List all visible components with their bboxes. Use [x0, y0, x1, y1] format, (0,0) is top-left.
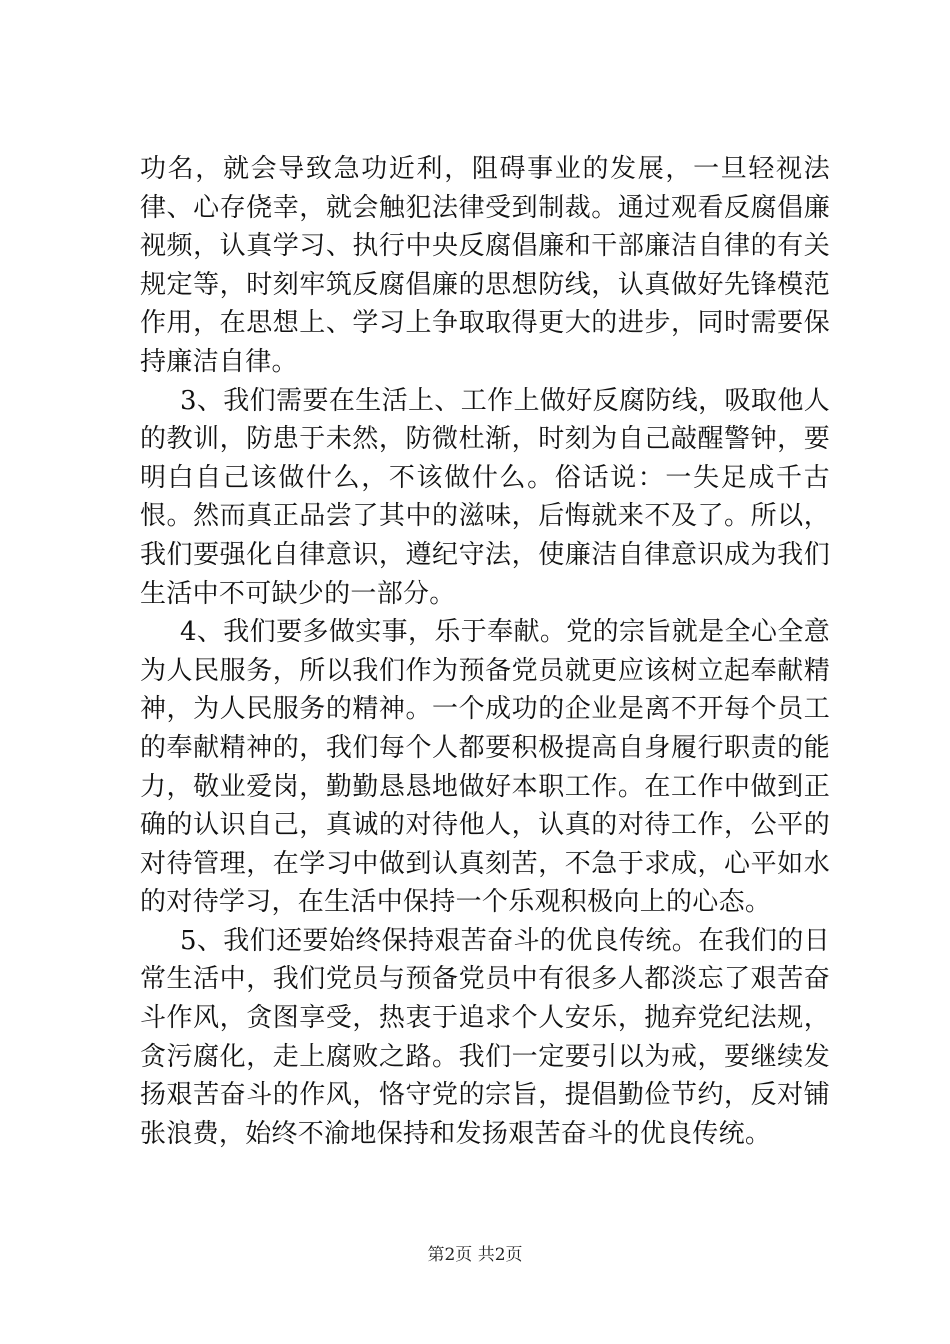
document-body	[140, 150, 830, 1153]
paragraph-point-4: 4、我们要多做实事，乐于奉献。党的宗旨就是全心全意为人民服务，所以我们作为预备党员就更应该树立起奉献精神，为人民服务的精神。一个成功的企业是离不开每个员工的奉献精神的，我们每个人都要积极提高自身履行职责的能力，敬业爱岗，勤勤恳恳地做好本职工作。在工作中做到正确的认识自己，真诚的对待他人，认真的对待工作，公平的对待管理，在学习中做到认真刻苦，不急于求成，心平如水的对待学习，在生活中保持一个乐观积极向上的心态。	[140, 617, 830, 918]
paragraph-point-5: 5、我们还要始终保持艰苦奋斗的优良传统。在我们的日常生活中，我们党员与预备党员中有很多人都淡忘了艰苦奋斗作风，贪图享受，热衷于追求个人安乐，抛弃党纪法规，贪污腐化，走上腐败之路。我们一定要引以为戒，要继续发扬艰苦奋斗的作风，恪守党的宗旨，提倡勤俭节约，反对铺张浪费，始终不渝地保持和发扬艰苦奋斗的优良传统。	[140, 925, 830, 1149]
paragraph-point-3: 3、我们需要在生活上、工作上做好反腐防线，吸取他人的教训，防患于未然，防微杜渐，时刻为自己敲醒警钟，要明白自己该做什么，不该做什么。俗话说：一失足成千古恨。然而真正品尝了其中的滋味，后悔就来不及了。所以，我们要强化自律意识，遵纪守法，使廉洁自律意识成为我们生活中不可缺少的一部分。	[140, 385, 830, 609]
page-footer: 第2页 共2页	[427, 1245, 523, 1265]
paragraph-continuation: 功名，就会导致急功近利，阻碍事业的发展，一旦轻视法律、心存侥幸，就会触犯法律受到制裁。通过观看反腐倡廉视频，认真学习、执行中央反腐倡廉和干部廉洁自律的有关规定等，时刻牢筑反腐倡廉的思想防线，认真做好先锋模范作用，在思想上、学习上争取取得更大的进步，同时需要保持廉洁自律。	[140, 154, 830, 377]
